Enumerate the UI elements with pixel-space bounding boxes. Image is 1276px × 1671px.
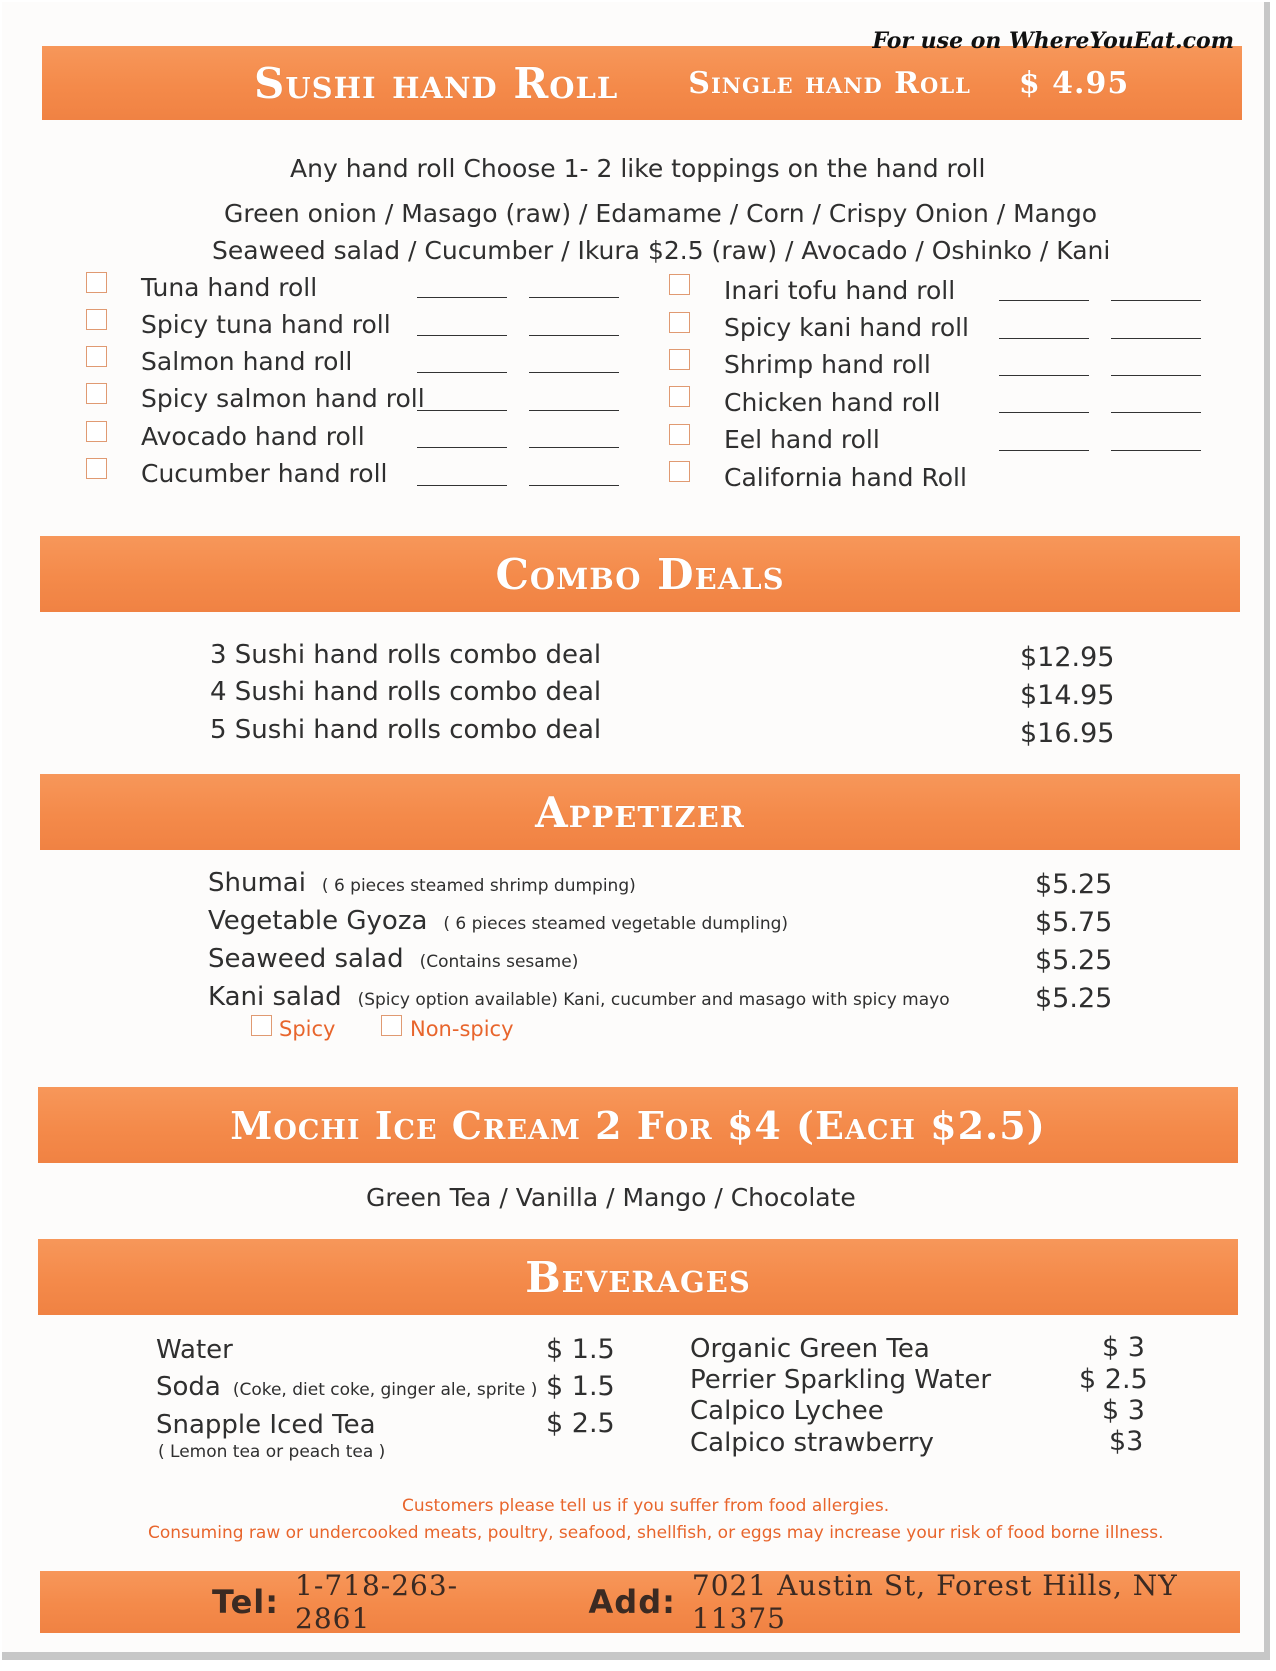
hand-roll-checkbox[interactable] <box>86 421 107 442</box>
menu-page <box>2 2 1270 1660</box>
hand-roll-item: Inari tofu hand roll <box>724 276 956 305</box>
quantity-blank[interactable] <box>417 372 507 373</box>
combo-item-price: $16.95 <box>1020 718 1115 749</box>
hand-roll-checkbox[interactable] <box>669 424 690 445</box>
toppings-line-2: Seaweed salad / Cucumber / Ikura $2.5 (raw) / Avocado / Oshinko / Kani <box>212 236 1111 265</box>
hand-roll-checkbox[interactable] <box>669 461 690 482</box>
hand-roll-checkbox[interactable] <box>86 272 107 293</box>
quantity-blank[interactable] <box>417 297 507 298</box>
toppings-line-1: Green onion / Masago (raw) / Edamame / Corn / Crispy Onion / Mango <box>224 199 1098 228</box>
beverage-sub: (Coke, diet coke, ginger ale, sprite ) <box>232 1380 538 1400</box>
hand-roll-checkbox[interactable] <box>669 312 690 333</box>
appetizer-row <box>208 868 636 898</box>
spicy-checkbox[interactable] <box>251 1015 272 1036</box>
hand-roll-checkbox[interactable] <box>669 274 690 295</box>
quantity-blank[interactable] <box>417 335 507 336</box>
tel-label: Tel: <box>212 1583 280 1621</box>
single-hand-roll-label: Single hand Roll <box>688 65 971 101</box>
hand-roll-header <box>42 46 1242 120</box>
beverage-name: Calpico strawberry <box>690 1428 934 1458</box>
hand-roll-item: Avocado hand roll <box>141 422 365 451</box>
address-label: Add: <box>588 1583 676 1621</box>
hand-roll-checkbox[interactable] <box>86 346 107 367</box>
hand-roll-item: Salmon hand roll <box>141 347 353 376</box>
spicy-label: Spicy <box>279 1017 336 1041</box>
quantity-blank[interactable] <box>999 412 1089 413</box>
hand-roll-checkbox[interactable] <box>669 386 690 407</box>
hand-roll-instruction: Any hand roll Choose 1- 2 like toppings on the hand roll <box>290 154 986 183</box>
combo-item-price: $12.95 <box>1020 642 1115 673</box>
appetizer-name: Kani salad <box>208 982 342 1012</box>
quantity-blank[interactable] <box>529 447 619 448</box>
combo-item-name: 5 Sushi hand rolls combo deal <box>210 715 602 745</box>
hand-roll-checkbox[interactable] <box>86 383 107 404</box>
combo-item-price: $14.95 <box>1020 680 1115 711</box>
appetizer-price: $5.25 <box>1035 945 1113 976</box>
quantity-blank[interactable] <box>417 485 507 486</box>
quantity-blank[interactable] <box>417 410 507 411</box>
hand-roll-title: Sushi hand Roll <box>254 58 619 108</box>
hand-roll-checkbox[interactable] <box>86 458 107 479</box>
beverage-name: Water <box>156 1335 233 1365</box>
quantity-blank[interactable] <box>529 372 619 373</box>
beverage-price: $ 2.5 <box>1079 1364 1148 1395</box>
hand-roll-checkbox[interactable] <box>669 349 690 370</box>
quantity-blank[interactable] <box>999 450 1089 451</box>
beverage-row <box>156 1372 537 1402</box>
beverage-name: Organic Green Tea <box>690 1334 930 1364</box>
appetizer-name: Vegetable Gyoza <box>208 906 428 936</box>
appetizer-row <box>208 982 950 1012</box>
combo-header <box>40 536 1240 612</box>
hand-roll-item: Spicy kani hand roll <box>724 313 970 342</box>
appetizer-name: Shumai <box>208 868 306 898</box>
beverage-name: Snapple Iced Tea <box>156 1410 376 1440</box>
quantity-blank[interactable] <box>1111 375 1201 376</box>
combo-item-name: 3 Sushi hand rolls combo deal <box>210 640 602 670</box>
non-spicy-label: Non-spicy <box>410 1017 514 1041</box>
hand-roll-item: Cucumber hand roll <box>141 459 388 488</box>
hand-roll-item: Chicken hand roll <box>724 388 941 417</box>
combo-title: Combo Deals <box>495 549 785 599</box>
quantity-blank[interactable] <box>529 485 619 486</box>
beverage-price: $ 3 <box>1102 1332 1145 1363</box>
beverage-price: $ 1.5 <box>546 1334 615 1365</box>
appetizer-row <box>208 944 578 974</box>
mochi-header <box>38 1087 1238 1163</box>
appetizer-price: $5.25 <box>1035 869 1113 900</box>
quantity-blank[interactable] <box>999 338 1089 339</box>
appetizer-price: $5.75 <box>1035 907 1113 938</box>
beverage-name: Calpico Lychee <box>690 1396 884 1426</box>
mochi-title: Mochi Ice Cream 2 For $4 (Each $2.5) <box>230 1102 1046 1148</box>
quantity-blank[interactable] <box>999 375 1089 376</box>
appetizer-desc: ( 6 pieces steamed vegetable dumpling) <box>443 914 789 934</box>
quantity-blank[interactable] <box>1111 338 1201 339</box>
hand-roll-item: Spicy salmon hand roll <box>141 384 425 413</box>
beverage-name: Soda <box>156 1372 221 1402</box>
appetizer-name: Seaweed salad <box>208 944 404 974</box>
quantity-blank[interactable] <box>1111 300 1201 301</box>
beverages-header <box>38 1239 1238 1315</box>
mochi-flavors: Green Tea / Vanilla / Mango / Chocolate <box>366 1183 856 1212</box>
beverage-price: $ 1.5 <box>546 1371 615 1402</box>
quantity-blank[interactable] <box>1111 450 1201 451</box>
appetizer-desc: (Contains sesame) <box>419 952 579 972</box>
non-spicy-checkbox[interactable] <box>381 1015 402 1036</box>
hand-roll-item: Tuna hand roll <box>141 273 318 302</box>
appetizer-desc: (Spicy option available) Kani, cucumber and masago with spicy mayo <box>357 990 950 1010</box>
footer-contact <box>40 1571 1240 1633</box>
address: 7021 Austin St, Forest Hills, NY 11375 <box>691 1569 1178 1635</box>
appetizer-desc: ( 6 pieces steamed shrimp dumping) <box>321 876 636 896</box>
beverage-price: $ 2.5 <box>546 1408 615 1439</box>
quantity-blank[interactable] <box>529 297 619 298</box>
hand-roll-item: Eel hand roll <box>724 425 880 454</box>
quantity-blank[interactable] <box>1111 412 1201 413</box>
appetizer-header <box>40 774 1240 850</box>
hand-roll-item: Shrimp hand roll <box>724 350 931 379</box>
beverage-price: $ 3 <box>1102 1395 1145 1426</box>
hand-roll-checkbox[interactable] <box>86 309 107 330</box>
quantity-blank[interactable] <box>529 410 619 411</box>
allergy-notice: Customers please tell us if you suffer from food allergies. <box>402 1496 890 1516</box>
snapple-note: ( Lemon tea or peach tea ) <box>158 1442 386 1462</box>
watermark: For use on WhereYouEat.com <box>872 28 1234 54</box>
beverage-name: Perrier Sparkling Water <box>690 1365 992 1395</box>
tel-number[interactable]: 1-718-263-2861 <box>295 1569 459 1635</box>
appetizer-row <box>208 906 788 936</box>
appetizer-title: Appetizer <box>535 787 745 837</box>
beverages-title: Beverages <box>525 1252 751 1302</box>
beverage-price: $3 <box>1109 1426 1144 1457</box>
raw-food-notice: Consuming raw or undercooked meats, poultry, seafood, shellfish, or eggs may increase your risk of food borne illness. <box>148 1523 1164 1543</box>
quantity-blank[interactable] <box>529 335 619 336</box>
quantity-blank[interactable] <box>999 300 1089 301</box>
appetizer-price: $5.25 <box>1035 983 1113 1014</box>
hand-roll-item: Spicy tuna hand roll <box>141 310 391 339</box>
single-hand-roll-price: $ 4.95 <box>1018 65 1130 101</box>
combo-item-name: 4 Sushi hand rolls combo deal <box>210 677 602 707</box>
hand-roll-item: California hand Roll <box>724 463 967 492</box>
quantity-blank[interactable] <box>417 447 507 448</box>
